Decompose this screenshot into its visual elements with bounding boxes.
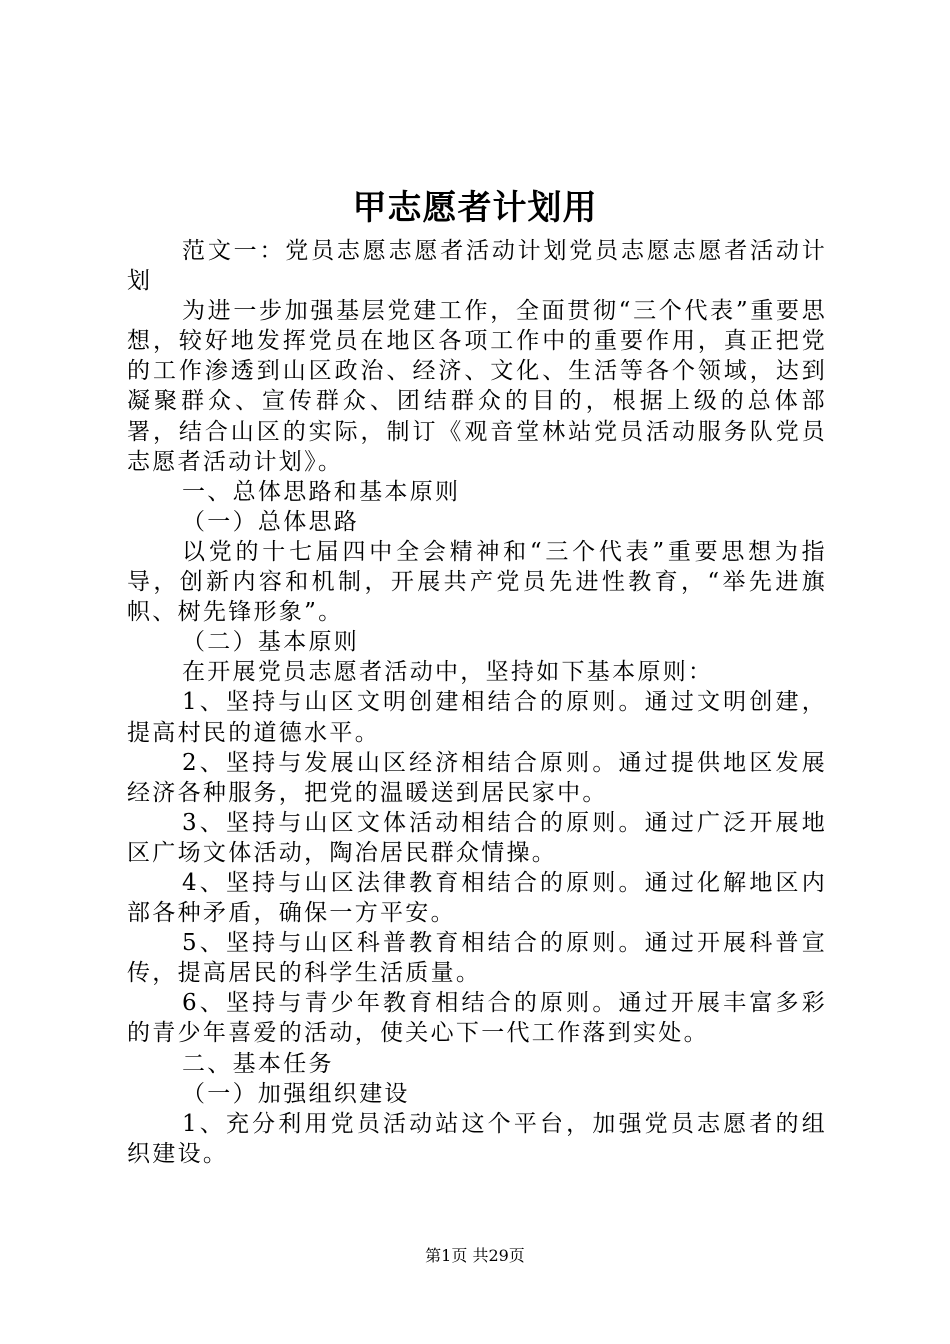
list-item: 2、坚持与发展山区经济相结合原则。通过提供地区发展经济各种服务，把党的温暖送到居民家中。 [127,749,827,806]
subsection-heading: （二）基本原则 [182,629,360,656]
subsection-heading: （一）总体思路 [182,508,360,535]
paragraph: 以党的十七届四中全会精神和“三个代表”重要思想为指导，创新内容和机制，开展共产党员先进性教育，“举先进旗帜、树先锋形象”。 [127,538,827,626]
document-body [127,236,827,1169]
list-item: 4、坚持与山区法律教育相结合的原则。通过化解地区内部各种矛盾，确保一方平安。 [127,869,827,927]
page-number-footer: 第1页 共29页 [425,1246,525,1265]
paragraph: 范文一：党员志愿志愿者活动计划党员志愿志愿者活动计划 [127,238,827,295]
paragraph: 为进一步加强基层党建工作，全面贯彻“三个代表”重要思想，较好地发挥党员在地区各项工作中的重要作用，真正把党的工作渗透到山区政治、经济、文化、生活等各个领域，达到凝聚群众、宣传群众、团结群众的目的，根据上级的总体部署，结合山区的实际，制订《观音堂林站党员活动服务队党员志愿者活动计划》。 [127,298,827,475]
section-heading: 一、总体思路和基本原则 [182,478,461,505]
subsection-heading: （一）加强组织建设 [182,1080,410,1107]
document-title: 甲志愿者计划用 [352,188,598,228]
list-item: 5、坚持与山区科普教育相结合的原则。通过开展科普宣传，提高居民的科学生活质量。 [127,930,827,987]
list-item: 3、坚持与山区文体活动相结合的原则。通过广泛开展地区广场文体活动，陶冶居民群众情操。 [127,809,827,866]
list-item: 1、充分利用党员活动站这个平台，加强党员志愿者的组织建设。 [127,1110,827,1167]
list-item: 6、坚持与青少年教育相结合的原则。通过开展丰富多彩的青少年喜爱的活动，使关心下一代工作落到实处。 [127,990,827,1047]
paragraph: 在开展党员志愿者活动中，坚持如下基本原则： [182,659,714,686]
section-heading: 二、基本任务 [182,1050,334,1077]
list-item: 1、坚持与山区文明创建相结合的原则。通过文明创建，提高村民的道德水平。 [127,689,827,746]
